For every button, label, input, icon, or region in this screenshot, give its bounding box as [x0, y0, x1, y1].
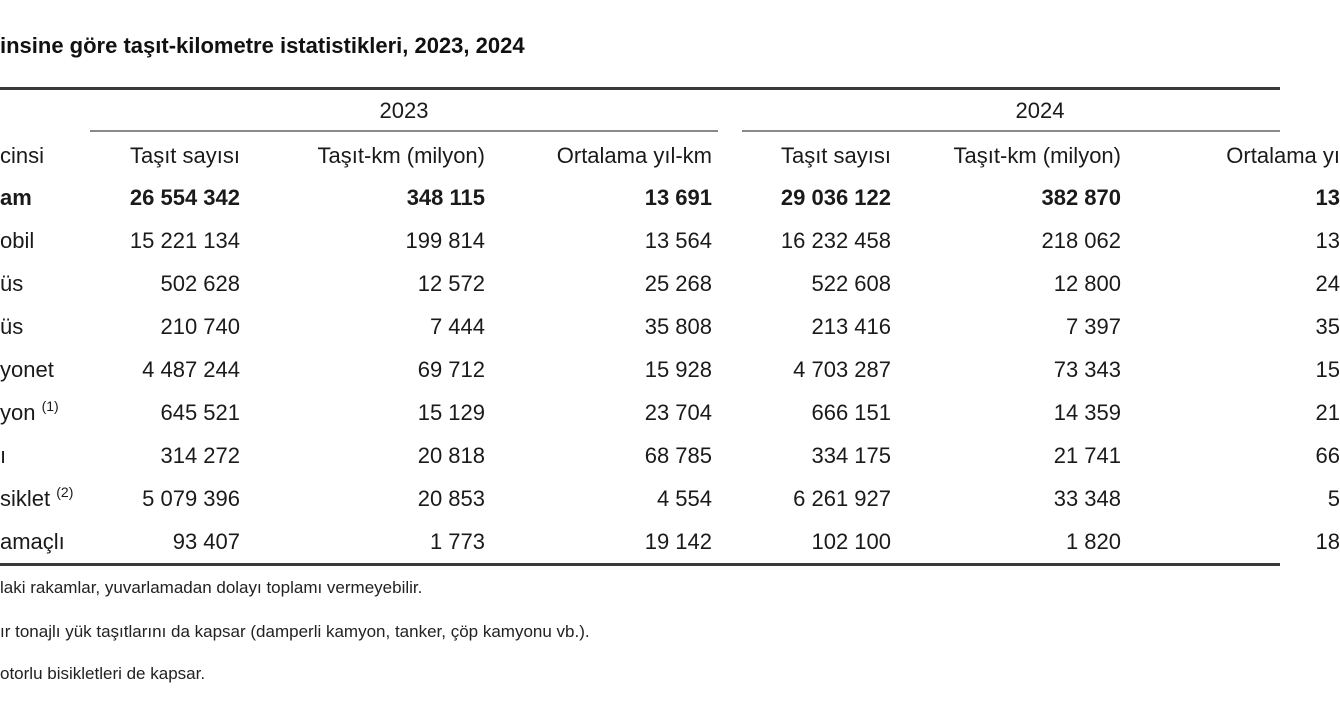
table-cell: 35 808: [644, 314, 712, 339]
row-label: [0, 398, 59, 428]
table-cell: 19 142: [644, 529, 712, 554]
row-label-text: yon: [0, 400, 36, 425]
table-cell: 23 704: [644, 400, 712, 425]
table-cell: 21 741: [1053, 443, 1121, 468]
table-cell: 15 928: [644, 357, 712, 382]
table-cell: 7 397: [1065, 314, 1121, 339]
table-cell: 334 175: [811, 443, 891, 468]
table-cell: 14 359: [1053, 400, 1121, 425]
table-cell: 18: [1315, 529, 1340, 554]
table-cell: 1 773: [429, 529, 485, 554]
table-cell: 522 608: [811, 271, 891, 296]
column-header-3: Taşıt sayısı: [780, 143, 891, 168]
table-cell: 29 036 122: [780, 185, 891, 210]
row-label: [0, 355, 54, 385]
table-cell: 15: [1315, 357, 1340, 382]
table-cell: 33 348: [1053, 486, 1121, 511]
table-cell: 12 800: [1053, 271, 1121, 296]
table-cell: 20 853: [417, 486, 485, 511]
table-cell: 210 740: [160, 314, 240, 339]
footnote-2: otorlu bisikletleri de kapsar.: [0, 664, 206, 683]
table-cell: 66: [1315, 443, 1340, 468]
table-cell: 4 703 287: [793, 357, 891, 382]
column-header-4: Taşıt-km (milyon): [953, 143, 1121, 168]
row-label-text: obil: [0, 228, 35, 253]
table-top-rule: [0, 87, 1280, 90]
footnote-rounding: laki rakamlar, yuvarlamadan dolayı toplamı vermeyebilir.: [0, 578, 423, 597]
table-cell: 666 151: [811, 400, 891, 425]
row-label-text: ı: [0, 443, 7, 468]
row-label: [0, 312, 23, 342]
table-cell: 199 814: [405, 228, 485, 253]
table-cell: 218 062: [1041, 228, 1121, 253]
column-header-vehicle-type: cinsi: [0, 143, 45, 168]
table-cell: 13 691: [644, 185, 712, 210]
row-label: [0, 226, 34, 256]
table-cell: 20 818: [417, 443, 485, 468]
table-cell: 4 487 244: [142, 357, 240, 382]
table-cell: 348 115: [406, 185, 485, 210]
table-cell: 21: [1315, 400, 1340, 425]
table-cell: 13 564: [644, 228, 712, 253]
row-label-text: am: [0, 185, 32, 210]
table-cell: 645 521: [160, 400, 240, 425]
table-cell: 16 232 458: [780, 228, 891, 253]
table-cell: 73 343: [1053, 357, 1121, 382]
column-header-1: Taşıt-km (milyon): [317, 143, 485, 168]
table-cell: 69 712: [417, 357, 485, 382]
column-header-2: Ortalama yıl-km: [556, 143, 712, 168]
row-label: [0, 441, 6, 471]
table-title: insine göre taşıt-kilometre istatistikleri, 2023, 2024: [0, 33, 525, 58]
table-cell: 4 554: [656, 486, 712, 511]
row-label-text: yonet: [0, 357, 54, 382]
table-cell: 25 268: [644, 271, 712, 296]
table-cell: 5: [1327, 486, 1340, 511]
year-group-line-2024: [742, 130, 1280, 132]
table-cell: 1 820: [1065, 529, 1121, 554]
row-label-text: üs: [0, 314, 24, 339]
table-cell: 26 554 342: [129, 185, 240, 210]
table-cell: 68 785: [644, 443, 712, 468]
table-cell: 93 407: [172, 529, 240, 554]
table-cell: 15 221 134: [129, 228, 240, 253]
row-label-text: üs: [0, 271, 24, 296]
footnote-1: ır tonajlı yük taşıtlarını da kapsar (damperli kamyon, tanker, çöp kamyonu vb.).: [0, 622, 590, 641]
table-cell: 35: [1315, 314, 1340, 339]
table-cell: 213 416: [811, 314, 891, 339]
table-cell: 6 261 927: [793, 486, 891, 511]
table-cell: 13: [1315, 185, 1340, 210]
table-cell: 24: [1315, 271, 1340, 296]
table-cell: 15 129: [417, 400, 485, 425]
table-cell: 5 079 396: [142, 486, 240, 511]
row-label: [0, 183, 32, 213]
row-label: [0, 527, 65, 557]
table-cell: 382 870: [1041, 185, 1121, 210]
footnote-marker: (1): [41, 398, 59, 414]
table-bottom-rule: [0, 563, 1280, 566]
row-label: [0, 269, 23, 299]
row-label-text: amaçlı: [0, 529, 65, 554]
table-cell: 502 628: [160, 271, 240, 296]
table-cell: 314 272: [160, 443, 240, 468]
table-cell: 12 572: [417, 271, 485, 296]
table-cell: 7 444: [429, 314, 485, 339]
column-header-0: Taşıt sayısı: [129, 143, 240, 168]
year-header-2024: 2024: [1015, 98, 1065, 123]
row-label-text: siklet: [0, 486, 51, 511]
row-label: [0, 484, 73, 514]
footnote-marker: (2): [56, 484, 74, 500]
year-group-line-2023: [90, 130, 718, 132]
year-header-2023: 2023: [379, 98, 429, 123]
column-header-5: Ortalama yı: [1226, 143, 1340, 168]
table-cell: 13: [1315, 228, 1340, 253]
table-cell: 102 100: [811, 529, 891, 554]
